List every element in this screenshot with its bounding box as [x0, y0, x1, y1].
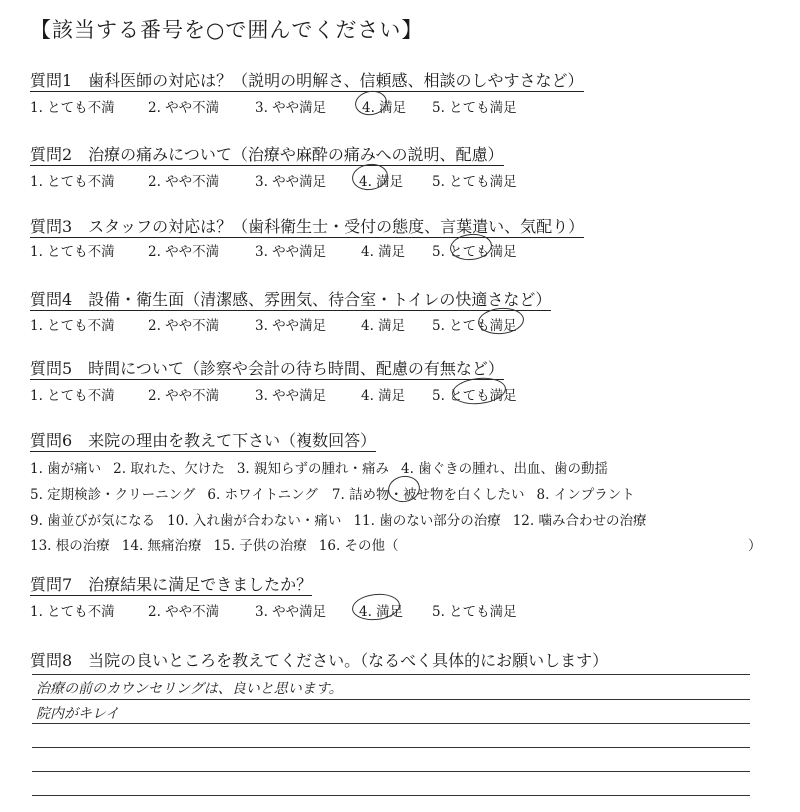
q6-option-8[interactable]: 8. インプラント	[536, 487, 635, 503]
question-5-title: 質問5 時間について（診察や会計の待ち時間、配慮の有無など）	[30, 359, 504, 378]
answer-line-4	[32, 747, 750, 748]
q6-option-13[interactable]: 13. 根の治療	[30, 538, 110, 554]
q1-option-4[interactable]: 4. 満足	[362, 100, 407, 116]
q4-option-1[interactable]: 1. とても不満	[30, 318, 115, 334]
q3-option-5[interactable]: 5. とても満足	[432, 244, 517, 260]
q6-option-2[interactable]: 2. 取れた、欠けた	[113, 461, 225, 477]
question-4-title: 質問4 設備・衛生面（清潔感、雰囲気、待合室・トイレの快適さなど）	[30, 290, 552, 309]
question-3-title: 質問3 スタッフの対応は？（歯科衛生士・受付の態度、言葉遣い、気配り）	[30, 217, 585, 236]
q6-option-9[interactable]: 9. 歯並びが気になる	[30, 513, 156, 529]
question-1-title: 質問1 歯科医師の対応は？（説明の明解さ、信頼感、相談のしやすさなど）	[30, 71, 584, 90]
question-6-row-3	[30, 509, 646, 529]
q6-option-16[interactable]: 16. その他（	[318, 538, 399, 554]
q6-option-11[interactable]: 11. 歯のない部分の治療	[353, 513, 501, 529]
q5-option-4[interactable]: 4. 満足	[361, 388, 406, 404]
q2-option-1[interactable]: 1. とても不満	[30, 174, 115, 190]
q1-option-3[interactable]: 3. やや満足	[255, 100, 327, 116]
q2-option-5[interactable]: 5. とても満足	[432, 174, 517, 190]
question-6-row-4	[30, 534, 770, 554]
question-1-options	[30, 96, 517, 116]
q1-option-2[interactable]: 2. やや不満	[148, 100, 220, 116]
page-title: 【該当する番号を○で囲んでください】	[30, 18, 424, 42]
q3-option-1[interactable]: 1. とても不満	[30, 244, 115, 260]
q4-option-3[interactable]: 3. やや満足	[255, 318, 327, 334]
q5-option-5[interactable]: 5. とても満足	[432, 388, 517, 404]
answer-line-3	[32, 723, 750, 724]
q5-option-2[interactable]: 2. やや不満	[148, 388, 220, 404]
q3-option-2[interactable]: 2. やや不満	[148, 244, 220, 260]
q2-option-2[interactable]: 2. やや不満	[148, 174, 220, 190]
q6-other-close-paren: ）	[748, 538, 762, 554]
q6-option-5[interactable]: 5. 定期検診・クリーニング	[30, 487, 196, 503]
question-6-title: 質問6 来院の理由を教えて下さい（複数回答）	[30, 431, 377, 450]
answer-line-2	[32, 699, 750, 700]
question-6-row-1	[30, 457, 608, 477]
q8-answer-line-1[interactable]: 治療の前のカウンセリングは、良いと思います。	[36, 681, 343, 697]
q3-option-4[interactable]: 4. 満足	[361, 244, 406, 260]
q1-option-5[interactable]: 5. とても満足	[432, 100, 517, 116]
q1-option-1[interactable]: 1. とても不満	[30, 100, 115, 116]
answer-line-6	[32, 795, 750, 796]
q4-option-4[interactable]: 4. 満足	[361, 318, 406, 334]
q5-option-1[interactable]: 1. とても不満	[30, 388, 115, 404]
q6-option-1[interactable]: 1. 歯が痛い	[30, 461, 102, 477]
answer-line-1	[32, 674, 750, 675]
q6-option-3[interactable]: 3. 親知らずの腫れ・痛み	[236, 461, 390, 477]
question-6-row-2	[30, 483, 635, 503]
question-8-title: 質問8 当院の良いところを教えてください。（なるべく具体的にお願いします）	[30, 651, 609, 670]
q6-option-14[interactable]: 14. 無痛治療	[121, 538, 202, 554]
answer-line-5	[32, 771, 750, 772]
question-2-title: 質問2 治療の痛みについて（治療や麻酔の痛みへの説明、配慮）	[30, 145, 504, 164]
q5-option-3[interactable]: 3. やや満足	[255, 388, 327, 404]
q6-option-12[interactable]: 12. 噛み合わせの治療	[512, 513, 647, 529]
question-2-options	[30, 170, 517, 190]
question-4-options	[30, 314, 517, 334]
q6-option-4[interactable]: 4. 歯ぐきの腫れ、出血、歯の動揺	[401, 461, 608, 477]
q7-option-2[interactable]: 2. やや不満	[148, 604, 220, 620]
q6-option-6[interactable]: 6. ホワイトニング	[207, 487, 318, 503]
q7-option-4[interactable]: 4. 満足	[359, 604, 404, 620]
question-7-options	[30, 600, 517, 620]
q4-option-5[interactable]: 5. とても満足	[432, 318, 517, 334]
question-5-options	[30, 384, 517, 404]
q7-option-1[interactable]: 1. とても不満	[30, 604, 115, 620]
q6-option-15[interactable]: 15. 子供の治療	[213, 538, 307, 554]
q7-option-3[interactable]: 3. やや満足	[255, 604, 327, 620]
q7-option-5[interactable]: 5. とても満足	[432, 604, 517, 620]
q6-option-10[interactable]: 10. 入れ歯が合わない・痛い	[167, 513, 342, 529]
q2-option-4[interactable]: 4. 満足	[359, 174, 404, 190]
q2-option-3[interactable]: 3. やや満足	[255, 174, 327, 190]
question-7-title: 質問7 治療結果に満足できましたか？	[30, 575, 313, 594]
question-3-options	[30, 240, 517, 260]
q4-option-2[interactable]: 2. やや不満	[148, 318, 220, 334]
q8-answer-line-2[interactable]: 院内がキレイ	[36, 706, 120, 722]
q3-option-3[interactable]: 3. やや満足	[255, 244, 327, 260]
q6-option-7[interactable]: 7. 詰め物・被せ物を白くしたい	[331, 487, 525, 503]
